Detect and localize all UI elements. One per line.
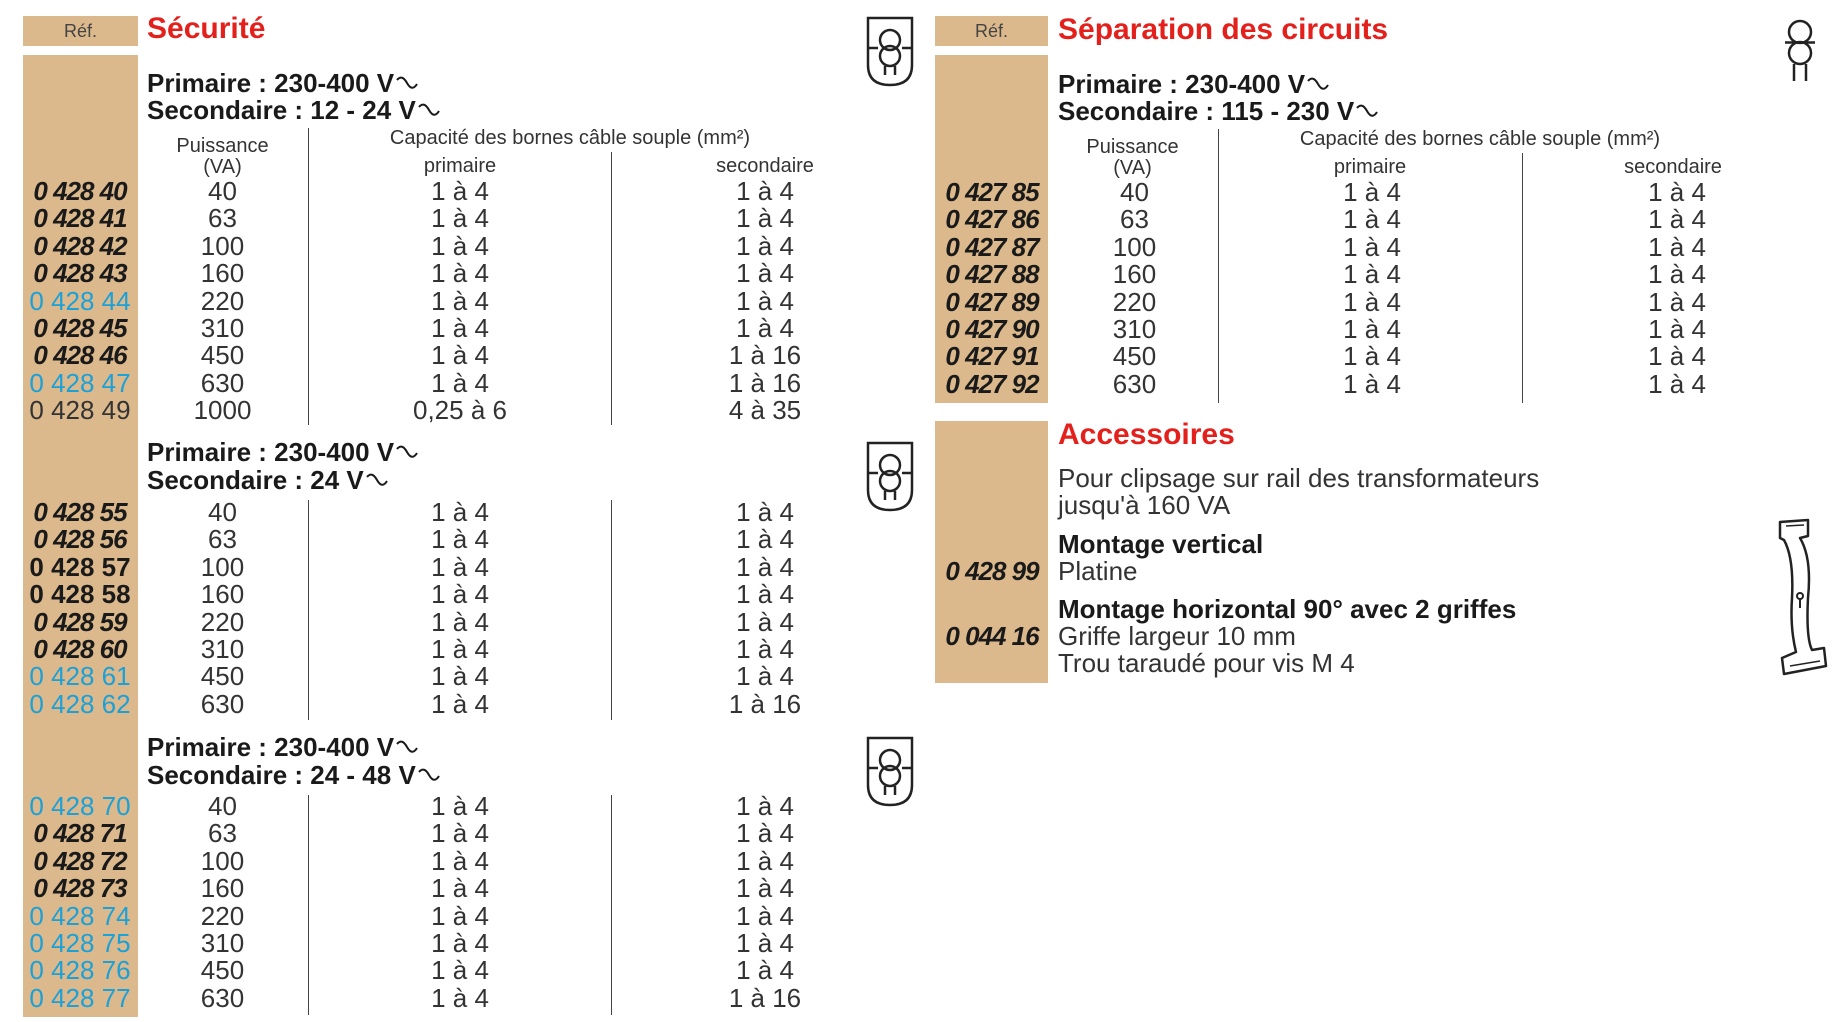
primary-capacity: 1 à 4 <box>431 551 489 582</box>
secondary-capacity: 1 à 4 <box>736 497 794 527</box>
ref-number: 0 427 87 <box>945 231 1039 262</box>
power-va: 63 <box>1120 204 1149 235</box>
power-va: 630 <box>200 367 245 398</box>
primary-capacity: 1 à 4 <box>1343 286 1401 317</box>
ref-number: 0 428 58 <box>29 579 131 610</box>
primary-capacity: 1 à 4 <box>431 900 489 931</box>
power-va: 310 <box>200 634 245 664</box>
secondary-capacity: 1 à 4 <box>736 285 794 316</box>
power-va: 310 <box>200 313 245 343</box>
secondary-capacity: 1 à 4 <box>736 845 794 876</box>
secondary-capacity: 1 à 4 <box>1648 231 1706 262</box>
power-va: 100 <box>200 551 245 582</box>
divider <box>308 795 309 1015</box>
ref-number: 0 428 59 <box>33 606 127 637</box>
power-va: 160 <box>200 873 245 904</box>
primary-capacity: 1 à 4 <box>431 367 489 398</box>
power-va: 220 <box>200 606 245 637</box>
power-va: 630 <box>200 982 245 1013</box>
group-3-secondary: Secondaire : 24 - 48 V <box>147 762 440 789</box>
divider <box>308 128 309 425</box>
group-2-primary: Primaire : 230-400 V <box>147 439 418 466</box>
divider <box>611 795 612 1015</box>
accessories-intro-line-1: Pour clipsage sur rail des transformateurs <box>1058 463 1540 493</box>
section-title-separation: Séparation des circuits <box>1058 13 1389 46</box>
power-va: 100 <box>200 845 245 876</box>
secondary-capacity: 1 à 16 <box>728 982 802 1013</box>
col-header-capacite-right: Capacité des bornes câble souple (mm²) <box>1299 128 1661 150</box>
secondary-capacity: 1 à 4 <box>1648 259 1706 290</box>
vertical-mount-title: Montage vertical <box>1058 529 1264 559</box>
primary-capacity: 1 à 4 <box>431 203 489 234</box>
ref-number: 0 427 92 <box>945 368 1039 399</box>
secondary-capacity: 1 à 4 <box>736 579 794 610</box>
power-va: 450 <box>200 661 245 692</box>
divider <box>611 152 612 425</box>
ref-number: 0 428 73 <box>33 873 127 904</box>
secondary-capacity: 1 à 16 <box>728 688 802 719</box>
ref-number: 0 428 74 <box>29 900 131 931</box>
primary-capacity: 1 à 4 <box>431 661 489 692</box>
ref-number: 0 428 43 <box>33 258 127 289</box>
ref-number: 0 428 62 <box>29 688 131 719</box>
primary-capacity: 1 à 4 <box>431 524 489 555</box>
secondary-capacity: 1 à 4 <box>736 873 794 904</box>
secondary-capacity: 1 à 4 <box>736 258 794 289</box>
power-va: 40 <box>1120 177 1149 207</box>
secondary-capacity: 1 à 4 <box>736 313 794 343</box>
ref-number: 0 428 46 <box>33 340 127 371</box>
secondary-capacity: 1 à 4 <box>736 606 794 637</box>
secondary-capacity: 1 à 4 <box>736 900 794 931</box>
power-va: 63 <box>208 818 237 849</box>
ref-number: 0 044 16 <box>945 621 1039 651</box>
primary-capacity: 1 à 4 <box>431 258 489 289</box>
secondary-capacity: 1 à 4 <box>736 955 794 986</box>
power-va: 100 <box>200 230 245 261</box>
col-header-primaire-right: primaire <box>1333 156 1407 178</box>
group-1-primary: Primaire : 230-400 V <box>147 70 418 97</box>
primary-capacity: 1 à 4 <box>431 313 489 343</box>
primary-capacity: 1 à 4 <box>1343 204 1401 235</box>
secondary-capacity: 1 à 4 <box>736 791 794 821</box>
ref-number: 0 428 57 <box>29 551 131 582</box>
power-va: 220 <box>200 285 245 316</box>
divider <box>611 500 612 720</box>
secondary-capacity: 1 à 4 <box>736 634 794 664</box>
safety-transformer-icon <box>865 735 915 807</box>
secondary-capacity: 1 à 16 <box>728 367 802 398</box>
ref-number: 0 427 88 <box>945 259 1039 290</box>
ref-number: 0 428 56 <box>33 524 127 555</box>
ac-symbol-icon <box>396 445 418 459</box>
ref-number: 0 428 49 <box>29 395 131 426</box>
primary-capacity: 1 à 4 <box>431 230 489 261</box>
power-va: 40 <box>208 176 237 206</box>
ref-number: 0 428 60 <box>33 634 127 664</box>
ref-number: 0 428 71 <box>33 818 127 849</box>
primary-capacity: 1 à 4 <box>431 606 489 637</box>
primary-capacity: 1 à 4 <box>431 285 489 316</box>
secondary-capacity: 4 à 35 <box>728 395 802 426</box>
ref-number: 0 427 91 <box>945 341 1039 372</box>
safety-transformer-icon <box>865 440 915 512</box>
secondary-capacity: 1 à 4 <box>736 176 794 206</box>
col-header-puissance: Puissance (VA) <box>176 135 269 178</box>
safety-transformer-icon <box>865 15 915 87</box>
ref-number: 0 428 77 <box>29 982 131 1013</box>
primary-capacity: 0,25 à 6 <box>413 395 507 426</box>
secondary-capacity: 1 à 4 <box>1648 286 1706 317</box>
horizontal-mount-desc-2: Trou taraudé pour vis M 4 <box>1058 648 1355 678</box>
secondary-capacity: 1 à 4 <box>736 818 794 849</box>
primary-capacity: 1 à 4 <box>431 176 489 206</box>
secondary-capacity: 1 à 4 <box>1648 314 1706 344</box>
power-va: 40 <box>208 791 237 821</box>
ac-symbol-icon <box>418 103 440 117</box>
primary-capacity: 1 à 4 <box>431 982 489 1013</box>
section-title-accessoires: Accessoires <box>1058 418 1235 451</box>
power-va: 220 <box>200 900 245 931</box>
primary-capacity: 1 à 4 <box>1343 314 1401 344</box>
ref-number: 0 428 75 <box>29 928 131 958</box>
ac-symbol-icon <box>366 473 388 487</box>
secondary-capacity: 1 à 4 <box>736 230 794 261</box>
ref-number: 0 428 47 <box>29 367 131 398</box>
power-va: 160 <box>1112 259 1157 290</box>
ac-symbol-icon <box>396 76 418 90</box>
power-va: 310 <box>1112 314 1157 344</box>
group-3-primary: Primaire : 230-400 V <box>147 734 418 761</box>
horizontal-mount-desc-1: Griffe largeur 10 mm <box>1058 621 1296 651</box>
right-primary: Primaire : 230-400 V <box>1058 71 1329 98</box>
divider <box>1218 129 1219 403</box>
vertical-mount-desc: Platine <box>1058 556 1138 586</box>
power-va: 220 <box>1112 286 1157 317</box>
secondary-capacity: 1 à 4 <box>1648 368 1706 399</box>
power-va: 450 <box>200 955 245 986</box>
primary-capacity: 1 à 4 <box>431 873 489 904</box>
primary-capacity: 1 à 4 <box>431 845 489 876</box>
primary-capacity: 1 à 4 <box>431 497 489 527</box>
group-1-secondary: Secondaire : 12 - 24 V <box>147 97 440 124</box>
ac-symbol-icon <box>418 768 440 782</box>
primary-capacity: 1 à 4 <box>431 955 489 986</box>
secondary-capacity: 1 à 4 <box>736 661 794 692</box>
primary-capacity: 1 à 4 <box>1343 259 1401 290</box>
ref-number: 0 428 40 <box>33 176 127 206</box>
primary-capacity: 1 à 4 <box>431 791 489 821</box>
ac-symbol-icon <box>1307 77 1329 91</box>
power-va: 40 <box>208 497 237 527</box>
secondary-capacity: 1 à 4 <box>736 551 794 582</box>
rail-clip-bracket-icon <box>1772 518 1830 678</box>
secondary-capacity: 1 à 4 <box>736 203 794 234</box>
secondary-capacity: 1 à 4 <box>1648 177 1706 207</box>
col-header-puissance-right: Puissance (VA) <box>1086 136 1179 179</box>
power-va: 1000 <box>193 395 252 426</box>
power-va: 63 <box>208 524 237 555</box>
group-2-secondary: Secondaire : 24 V <box>147 467 388 494</box>
ref-number: 0 427 85 <box>945 177 1039 207</box>
col-header-capacite: Capacité des bornes câble souple (mm²) <box>389 127 751 149</box>
primary-capacity: 1 à 4 <box>1343 341 1401 372</box>
primary-capacity: 1 à 4 <box>431 579 489 610</box>
secondary-capacity: 1 à 16 <box>728 340 802 371</box>
power-va: 100 <box>1112 231 1157 262</box>
col-header-secondaire-right: secondaire <box>1624 156 1722 178</box>
primary-capacity: 1 à 4 <box>1343 368 1401 399</box>
right-secondary: Secondaire : 115 - 230 V <box>1058 98 1378 125</box>
ref-number: 0 428 55 <box>33 497 127 527</box>
secondary-capacity: 1 à 4 <box>736 928 794 958</box>
divider <box>1522 153 1523 403</box>
col-header-secondaire: secondaire <box>716 155 814 177</box>
secondary-capacity: 1 à 4 <box>1648 341 1706 372</box>
primary-capacity: 1 à 4 <box>1343 231 1401 262</box>
ref-number: 0 428 99 <box>945 556 1039 586</box>
power-va: 160 <box>200 258 245 289</box>
ref-number: 0 428 72 <box>33 845 127 876</box>
horizontal-mount-title: Montage horizontal 90° avec 2 griffes <box>1058 594 1517 624</box>
primary-capacity: 1 à 4 <box>431 928 489 958</box>
isolation-transformer-icon <box>1780 15 1820 85</box>
ref-header-left: Réf. <box>23 16 138 46</box>
power-va: 630 <box>1112 368 1157 399</box>
secondary-capacity: 1 à 4 <box>1648 204 1706 235</box>
primary-capacity: 1 à 4 <box>1343 177 1401 207</box>
ref-number: 0 428 76 <box>29 955 131 986</box>
ac-symbol-icon <box>396 740 418 754</box>
ref-header-right: Réf. <box>935 16 1048 46</box>
power-va: 63 <box>208 203 237 234</box>
ref-number: 0 428 44 <box>29 285 131 316</box>
col-header-primaire: primaire <box>423 155 497 177</box>
accessories-intro-line-2: jusqu'à 160 VA <box>1058 490 1231 520</box>
primary-capacity: 1 à 4 <box>431 818 489 849</box>
power-va: 310 <box>200 928 245 958</box>
ref-number: 0 427 86 <box>945 204 1039 235</box>
ref-number: 0 427 90 <box>945 314 1039 344</box>
ref-number: 0 428 42 <box>33 230 127 261</box>
ref-number: 0 428 45 <box>33 313 127 343</box>
divider <box>308 500 309 720</box>
ref-number: 0 428 61 <box>29 661 131 692</box>
primary-capacity: 1 à 4 <box>431 340 489 371</box>
section-title-securite: Sécurité <box>147 12 266 45</box>
power-va: 160 <box>200 579 245 610</box>
secondary-capacity: 1 à 4 <box>736 524 794 555</box>
primary-capacity: 1 à 4 <box>431 688 489 719</box>
ref-number: 0 428 70 <box>29 791 131 821</box>
ac-symbol-icon <box>1356 104 1378 118</box>
ref-number: 0 428 41 <box>33 203 127 234</box>
power-va: 450 <box>1112 341 1157 372</box>
power-va: 450 <box>200 340 245 371</box>
primary-capacity: 1 à 4 <box>431 634 489 664</box>
power-va: 630 <box>200 688 245 719</box>
ref-number: 0 427 89 <box>945 286 1039 317</box>
